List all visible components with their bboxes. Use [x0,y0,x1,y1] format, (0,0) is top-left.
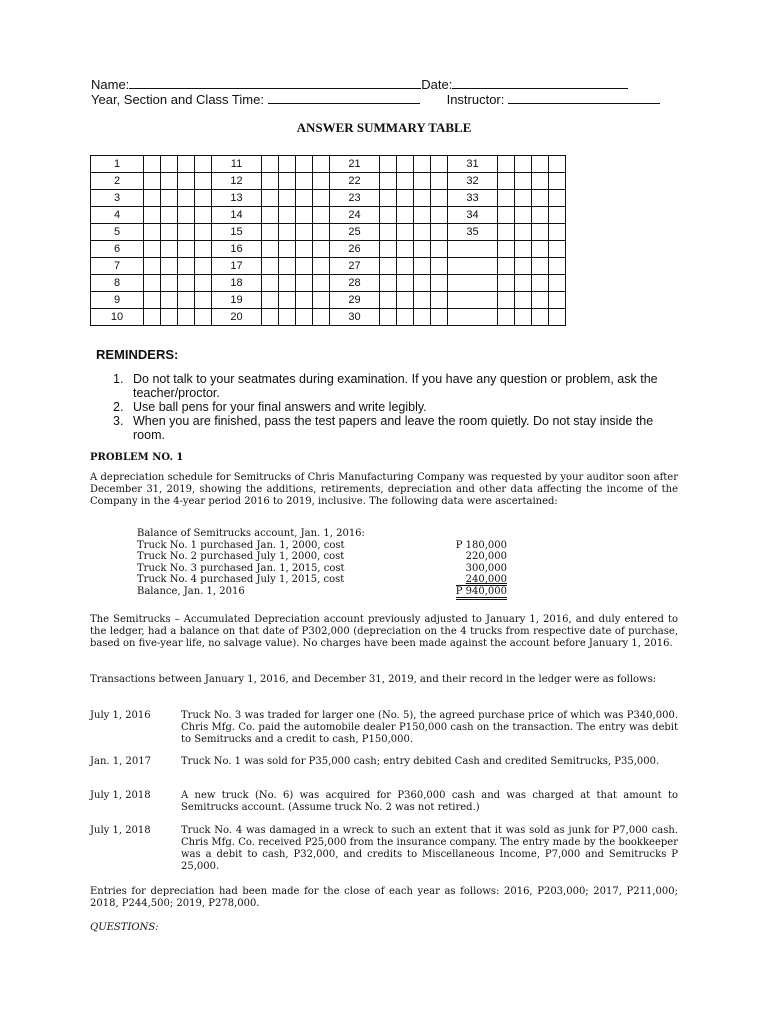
reminder-text: When you are finished, pass the test papers and leave the room quietly. Do not stay inside the room. [133,414,654,442]
instructor-label: Instructor: [446,92,505,107]
answer-box[interactable] [532,292,549,309]
transaction-description: Truck No. 1 was sold for P35,000 cash; entry debited Cash and credited Semitrucks, P35,000. [181,756,660,767]
answer-box[interactable] [262,258,279,275]
answer-box[interactable] [532,275,549,292]
transaction-date: July 1, 2018 [90,790,151,801]
item-number: 23 [330,190,380,207]
item-number: 10 [91,309,144,326]
answer-box[interactable] [195,275,212,292]
answer-box[interactable] [296,275,313,292]
item-number: 26 [330,241,380,258]
answer-box[interactable] [431,224,448,241]
item-number: 33 [448,190,498,207]
answer-box[interactable] [431,292,448,309]
item-number: 29 [330,292,380,309]
balance-total-row [137,586,507,598]
item-number: 11 [212,156,262,173]
answer-box[interactable] [296,241,313,258]
answer-box[interactable] [532,224,549,241]
answer-box[interactable] [279,173,296,190]
date-label: Date: [421,77,453,92]
depreciation-entries-paragraph: Entries for depreciation had been made for the close of each year as follows: 2016, P203,000; 2017, P211,000; 2018, P244,500; 2019, P278,000. [90,886,678,909]
answer-box[interactable] [296,258,313,275]
answer-box[interactable] [414,258,431,275]
reminder-item-1 [113,372,683,400]
answer-box[interactable] [144,309,161,326]
answer-box[interactable] [144,173,161,190]
answer-box[interactable] [549,309,566,326]
answer-row [91,173,566,190]
answer-box[interactable] [279,258,296,275]
balance-schedule [137,528,507,597]
balance-total-label: Balance, Jan. 1, 2016 [137,585,245,597]
problem-title: PROBLEM NO. 1 [90,452,184,463]
reminder-number: 1. [113,372,124,386]
answer-box[interactable] [195,292,212,309]
answer-box[interactable] [296,207,313,224]
item-number: 20 [212,309,262,326]
answer-box[interactable] [178,292,195,309]
name-field[interactable] [129,77,421,89]
answer-box[interactable] [414,224,431,241]
balance-amount: 240,000 [465,574,507,585]
item-number: 17 [212,258,262,275]
answer-box[interactable] [549,275,566,292]
item-number: 28 [330,275,380,292]
balance-amount: P 180,000 [455,539,507,551]
item-number: 31 [448,156,498,173]
answer-box[interactable] [532,309,549,326]
item-number: 25 [330,224,380,241]
answer-box[interactable] [279,275,296,292]
answer-box[interactable] [161,173,178,190]
item-number: 32 [448,173,498,190]
answer-box[interactable] [178,309,195,326]
item-number: 22 [330,173,380,190]
answer-box[interactable] [380,190,397,207]
balance-label: Truck No. 3 purchased Jan. 1, 2015, cost [137,562,345,574]
answer-box[interactable] [397,309,414,326]
answer-box[interactable] [431,258,448,275]
answer-box[interactable] [195,190,212,207]
answer-box[interactable] [296,173,313,190]
answer-box[interactable] [397,207,414,224]
answer-box[interactable] [262,190,279,207]
balance-row [137,540,507,552]
item-number: 16 [212,241,262,258]
answer-box[interactable] [313,207,330,224]
answer-box[interactable] [279,156,296,173]
reminder-number: 3. [113,414,124,428]
answer-box[interactable] [313,309,330,326]
answer-box[interactable] [178,224,195,241]
answer-table-title: ANSWER SUMMARY TABLE [296,120,472,135]
transaction-date: July 1, 2016 [90,710,151,721]
answer-box[interactable] [549,241,566,258]
answer-box[interactable] [515,224,532,241]
transactions-intro: Transactions between January 1, 2016, and December 31, 2019, and their record in the ledger were as follows: [90,674,657,685]
answer-box[interactable] [313,173,330,190]
answer-box[interactable] [498,173,515,190]
answer-box[interactable] [532,156,549,173]
item-number [448,258,498,275]
answer-box[interactable] [195,173,212,190]
answer-box[interactable] [414,241,431,258]
answer-box[interactable] [313,190,330,207]
answer-box[interactable] [313,275,330,292]
answer-box[interactable] [262,224,279,241]
balance-amount: 300,000 [465,562,507,574]
answer-box[interactable] [161,207,178,224]
answer-row [91,292,566,309]
item-number [448,275,498,292]
answer-box[interactable] [498,292,515,309]
answer-box[interactable] [414,173,431,190]
answer-box[interactable] [549,156,566,173]
answer-box[interactable] [397,224,414,241]
answer-box[interactable] [431,156,448,173]
reminder-item-3 [113,414,683,442]
answer-box[interactable] [313,156,330,173]
answer-box[interactable] [397,275,414,292]
problem-intro: A depreciation schedule for Semitrucks of Chris Manufacturing Company was requested by your auditor soon after December 31, 2019, showing the additions, retirements, depreciation and other data affecting the income of the Company in the 4-year period 2016 to 2019, inclusive. The following data were ascertained: [90,472,678,507]
answer-row [91,258,566,275]
answer-box[interactable] [431,173,448,190]
answer-box[interactable] [161,190,178,207]
answer-box[interactable] [279,190,296,207]
answer-row [91,224,566,241]
answer-box[interactable] [498,190,515,207]
answer-box[interactable] [515,156,532,173]
balance-amount: 220,000 [465,551,507,562]
answer-box[interactable] [262,309,279,326]
answer-row [91,241,566,258]
answer-box[interactable] [515,275,532,292]
answer-box[interactable] [161,224,178,241]
answer-box[interactable] [549,190,566,207]
answer-box[interactable] [380,207,397,224]
answer-box[interactable] [313,258,330,275]
answer-box[interactable] [431,190,448,207]
answer-box[interactable] [161,156,178,173]
date-field[interactable] [452,77,628,89]
transaction-date: July 1, 2018 [90,825,151,836]
balance-header: Balance of Semitrucks account, Jan. 1, 2016: [137,528,365,539]
answer-box[interactable] [313,292,330,309]
item-number: 35 [448,224,498,241]
answer-box[interactable] [380,156,397,173]
answer-row [91,156,566,173]
answer-box[interactable] [431,207,448,224]
answer-box[interactable] [515,309,532,326]
answer-box[interactable] [262,156,279,173]
answer-box[interactable] [532,190,549,207]
answer-box[interactable] [498,224,515,241]
answer-box[interactable] [380,292,397,309]
reminder-text: Use ball pens for your final answers and write legibly. [133,400,427,414]
item-number: 4 [91,207,144,224]
answer-box[interactable] [262,207,279,224]
answer-box[interactable] [380,258,397,275]
answer-box[interactable] [144,156,161,173]
name-label: Name: [91,77,130,92]
item-number: 3 [91,190,144,207]
balance-label: Truck No. 2 purchased July 1, 2000, cost [137,551,345,562]
answer-row [91,190,566,207]
answer-box[interactable] [279,207,296,224]
answer-box[interactable] [380,224,397,241]
answer-box[interactable] [178,156,195,173]
answer-box[interactable] [549,258,566,275]
answer-box[interactable] [161,309,178,326]
answer-box[interactable] [195,156,212,173]
answer-box[interactable] [414,156,431,173]
answer-row [91,207,566,224]
balance-total: P 940,000 [456,585,507,600]
answer-box[interactable] [296,190,313,207]
answer-box[interactable] [414,309,431,326]
answer-box[interactable] [161,241,178,258]
item-number: 30 [330,309,380,326]
accumulated-depreciation-paragraph: The Semitrucks – Accumulated Depreciation account previously adjusted to January 1, 2016, and duly entered to the ledger, had a balance on that date of P302,000 (depreciation on the 4 trucks from respective date of purchase, based on five-year life, no salvage value). No charges have been made against the account before January 1, 2016. [90,614,678,649]
answer-box[interactable] [431,309,448,326]
answer-box[interactable] [515,241,532,258]
transaction-description: Truck No. 4 was damaged in a wreck to such an extent that it was sold as junk for P7,000 cash. Chris Mfg. Co. received P25,000 from the insurance company. The entry made by the bookkeeper was a debit to cash, P32,000, and credits to Miscellaneous Income, P7,000 and Semitrucks P 25,000. [181,825,678,872]
answer-box[interactable] [178,190,195,207]
answer-box[interactable] [313,224,330,241]
answer-box[interactable] [498,241,515,258]
answer-box[interactable] [431,241,448,258]
balance-row [137,551,507,563]
answer-box[interactable] [498,275,515,292]
balance-row [137,574,507,586]
transaction-date: Jan. 1, 2017 [90,756,151,767]
answer-box[interactable] [262,292,279,309]
answer-box[interactable] [296,292,313,309]
answer-box[interactable] [144,224,161,241]
answer-box[interactable] [279,241,296,258]
transaction-description: Truck No. 3 was traded for larger one (No. 5), the agreed purchase price of which was P340,000. Chris Mfg. Co. paid the automobile dealer P150,000 cash on the transaction. The entry was debit to Semitrucks and a credit to cash, P150,000. [181,710,678,745]
answer-box[interactable] [178,241,195,258]
item-number [448,309,498,326]
answer-box[interactable] [178,207,195,224]
answer-box[interactable] [380,309,397,326]
answer-box[interactable] [195,309,212,326]
item-number: 12 [212,173,262,190]
transaction-description: A new truck (No. 6) was acquired for P360,000 cash and was charged at that amount to Semitrucks account. (Assume truck No. 2 was not retired.) [181,790,678,813]
item-number: 13 [212,190,262,207]
answer-box[interactable] [549,292,566,309]
answer-box[interactable] [262,241,279,258]
item-number: 9 [91,292,144,309]
answer-summary-table [90,155,566,326]
item-number [448,292,498,309]
answer-box[interactable] [397,156,414,173]
item-number: 34 [448,207,498,224]
answer-box[interactable] [397,292,414,309]
answer-box[interactable] [380,241,397,258]
answer-box[interactable] [549,173,566,190]
item-number: 18 [212,275,262,292]
answer-box[interactable] [296,224,313,241]
item-number: 8 [91,275,144,292]
year-label: Year, Section and Class Time: [91,92,264,107]
answer-box[interactable] [296,309,313,326]
reminder-text: Do not talk to your seatmates during examination. If you have any question or problem, ask the teacher/proctor. [133,372,658,400]
answer-box[interactable] [144,275,161,292]
answer-box[interactable] [279,292,296,309]
answer-box[interactable] [414,275,431,292]
answer-box[interactable] [515,258,532,275]
answer-box[interactable] [195,224,212,241]
answer-box[interactable] [195,207,212,224]
name-date-line [91,77,628,92]
answer-box[interactable] [532,173,549,190]
item-number: 1 [91,156,144,173]
answer-box[interactable] [549,207,566,224]
answer-box[interactable] [296,156,313,173]
reminder-item-2 [113,400,683,414]
answer-box[interactable] [397,190,414,207]
item-number [448,241,498,258]
answer-box[interactable] [532,207,549,224]
answer-box[interactable] [397,258,414,275]
answer-box[interactable] [279,309,296,326]
answer-box[interactable] [178,173,195,190]
answer-row [91,309,566,326]
item-number: 15 [212,224,262,241]
answer-box[interactable] [313,241,330,258]
item-number: 21 [330,156,380,173]
answer-box[interactable] [161,292,178,309]
item-number: 24 [330,207,380,224]
answer-box[interactable] [380,173,397,190]
answer-box[interactable] [532,258,549,275]
reminder-number: 2. [113,400,124,414]
item-number: 5 [91,224,144,241]
answer-box[interactable] [380,275,397,292]
answer-box[interactable] [549,224,566,241]
answer-box[interactable] [178,258,195,275]
answer-box[interactable] [262,275,279,292]
item-number: 14 [212,207,262,224]
year-instructor-line [91,92,660,107]
answer-box[interactable] [498,258,515,275]
answer-box[interactable] [279,224,296,241]
answer-box[interactable] [397,173,414,190]
answer-box[interactable] [144,207,161,224]
answer-box[interactable] [414,207,431,224]
answer-row [91,275,566,292]
answer-box[interactable] [431,275,448,292]
answer-box[interactable] [144,258,161,275]
answer-box[interactable] [144,241,161,258]
answer-box[interactable] [144,190,161,207]
answer-box[interactable] [161,258,178,275]
item-number: 7 [91,258,144,275]
answer-box[interactable] [498,309,515,326]
answer-box[interactable] [532,241,549,258]
answer-box[interactable] [515,292,532,309]
answer-box[interactable] [178,275,195,292]
answer-box[interactable] [498,207,515,224]
item-number: 19 [212,292,262,309]
answer-box[interactable] [414,292,431,309]
answer-box[interactable] [195,241,212,258]
balance-label: Truck No. 1 purchased Jan. 1, 2000, cost [137,539,345,551]
answer-box[interactable] [161,275,178,292]
instructor-field[interactable] [508,92,660,104]
answer-box[interactable] [515,207,532,224]
answer-box[interactable] [144,292,161,309]
answer-box[interactable] [515,190,532,207]
balance-row [137,563,507,575]
answer-box[interactable] [262,173,279,190]
item-number: 2 [91,173,144,190]
answer-box[interactable] [397,241,414,258]
answer-box[interactable] [515,173,532,190]
answer-box[interactable] [498,156,515,173]
reminders-title: REMINDERS: [96,347,179,362]
item-number: 6 [91,241,144,258]
questions-label: QUESTIONS: [90,922,159,933]
answer-box[interactable] [414,190,431,207]
item-number: 27 [330,258,380,275]
answer-box[interactable] [195,258,212,275]
year-field[interactable] [268,92,420,104]
balance-label: Truck No. 4 purchased July 1, 2015, cost [137,574,345,585]
